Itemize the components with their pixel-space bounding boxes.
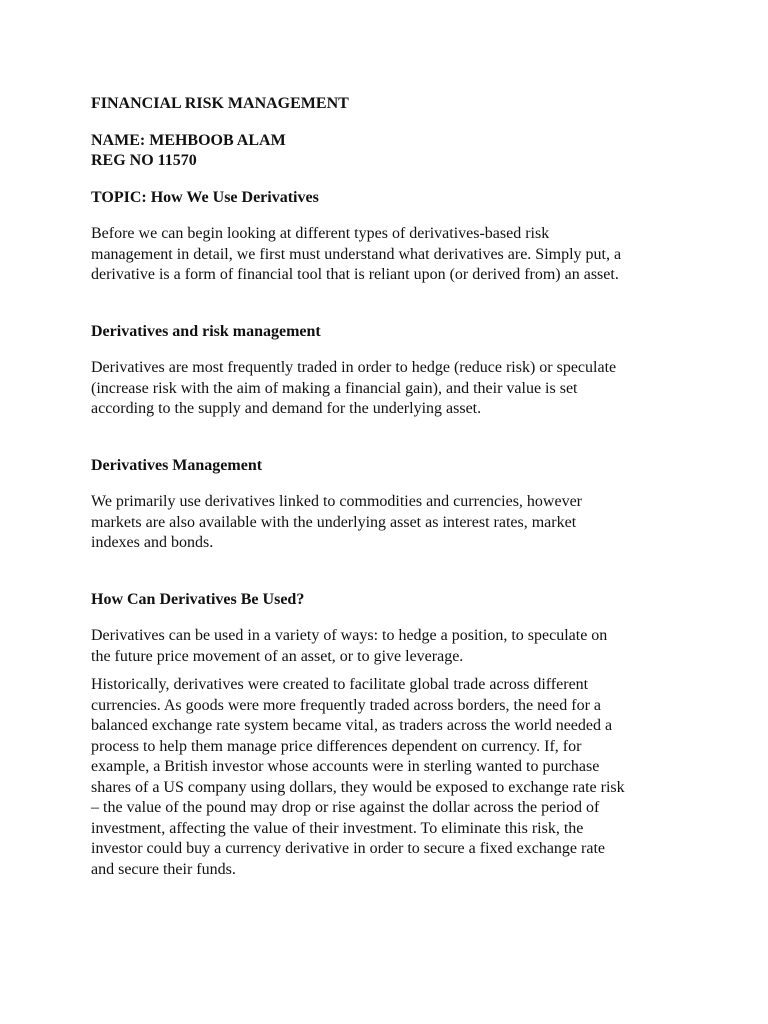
registration-number: REG NO 11570 (91, 152, 197, 169)
topic-text: TOPIC: How We Use Derivatives (91, 188, 319, 206)
paragraph-line: markets are also available with the underlying asset as interest rates, market (91, 513, 577, 531)
section-paragraph (91, 492, 691, 554)
paragraph-line: balanced exchange rate system became vital, as traders across the world needed a (91, 717, 613, 734)
section-heading-how-used (91, 590, 691, 611)
paragraph-line: the future price movement of an asset, or to give leverage. (91, 647, 464, 665)
intro-paragraph (91, 224, 691, 286)
author-name: NAME: MEHBOOB ALAM (91, 131, 286, 149)
document-title (91, 94, 691, 115)
section-heading-derivatives-risk (91, 322, 691, 343)
paragraph-line: shares of a US company using dollars, they would be exposed to exchange rate risk (91, 778, 625, 796)
paragraph-line: Before we can begin looking at different types of derivatives-based risk (91, 225, 550, 242)
section-paragraph (91, 675, 691, 880)
paragraph-line: currencies. As goods were more frequently traded across borders, the need for a (91, 696, 602, 714)
paragraph-line: – the value of the pound may drop or rise against the dollar across the period of (91, 799, 600, 816)
document-page (91, 94, 691, 880)
paragraph-line: according to the supply and demand for the underlying asset. (91, 400, 482, 417)
title-text: FINANCIAL RISK MANAGEMENT (91, 95, 349, 112)
paragraph-line: and secure their funds. (91, 860, 236, 878)
section-heading-text: Derivatives and risk management (91, 322, 321, 340)
topic-line (91, 188, 691, 209)
paragraph-line: Derivatives are most frequently traded in order to hedge (reduce risk) or speculate (91, 359, 617, 376)
paragraph-line: derivative is a form of financial tool that is reliant upon (or derived from) an asset. (91, 266, 619, 283)
paragraph-line: Derivatives can be used in a variety of ways: to hedge a position, to speculate on (91, 627, 608, 644)
paragraph-line: investment, affecting the value of their investment. To eliminate this risk, the (91, 819, 584, 837)
paragraph-line: management in detail, we first must understand what derivatives are. Simply put, a (91, 245, 622, 263)
author-block (91, 131, 691, 172)
section-heading-derivatives-management (91, 456, 691, 477)
paragraph-line: Historically, derivatives were created to facilitate global trade across different (91, 676, 589, 693)
paragraph-line: example, a British investor whose accounts were in sterling wanted to purchase (91, 758, 600, 775)
paragraph-line: We primarily use derivatives linked to commodities and currencies, however (91, 493, 582, 510)
paragraph-line: (increase risk with the aim of making a financial gain), and their value is set (91, 379, 578, 397)
paragraph-line: process to help them manage price differences dependent on currency. If, for (91, 737, 582, 755)
paragraph-line: investor could buy a currency derivative in order to secure a fixed exchange rate (91, 840, 605, 857)
section-heading-text: Derivatives Management (91, 456, 263, 474)
paragraph-line: indexes and bonds. (91, 534, 214, 551)
section-heading-text: How Can Derivatives Be Used? (91, 590, 305, 608)
section-paragraph (91, 358, 691, 420)
section-paragraph (91, 626, 691, 667)
